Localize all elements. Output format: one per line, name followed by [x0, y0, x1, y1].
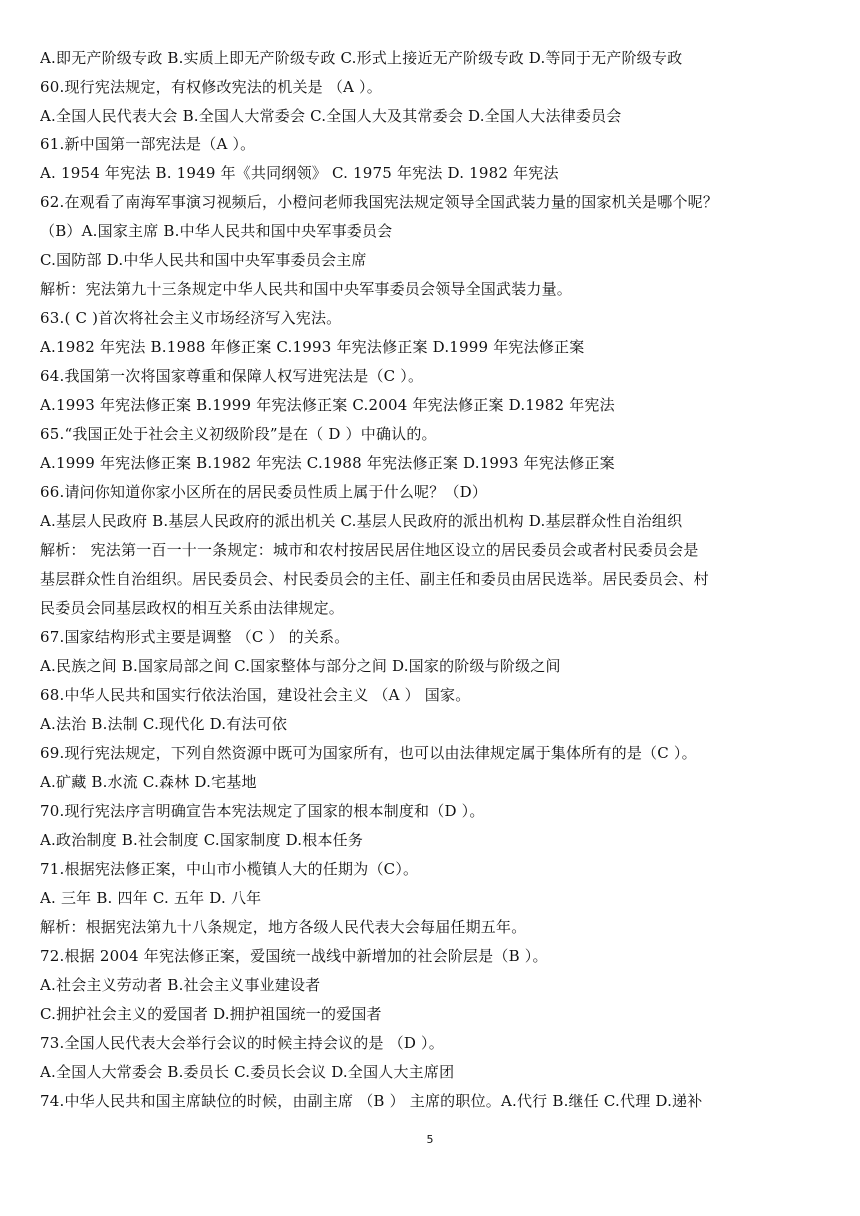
- text-line: 解析：根据宪法第九十八条规定，地方各级人民代表大会每届任期五年。: [40, 918, 527, 936]
- text-line: 61.新中国第一部宪法是（A ）。: [40, 135, 256, 153]
- text-line: A. 1954 年宪法 B. 1949 年《共同纲领》 C. 1975 年宪法 D. 1982 年宪法: [40, 164, 559, 182]
- text-line: A.即无产阶级专政 B.实质上即无产阶级专政 C.形式上接近无产阶级专政 D.等同于无产阶级专政: [40, 49, 683, 67]
- text-line: 62.在观看了南海军事演习视频后，小橙问老师我国宪法规定领导全国武装力量的国家机关是哪个呢？: [40, 193, 719, 211]
- text-line: A.全国人大常委会 B.委员长 C.委员长会议 D.全国人大主席团: [40, 1063, 455, 1081]
- text-line: A.全国人民代表大会 B.全国人大常委会 C.全国人大及其常委会 D.全国人大法律委员会: [40, 107, 622, 125]
- text-line: 71.根据宪法修正案，中山市小榄镇人大的任期为（C）。: [40, 860, 419, 878]
- text-line: 基层群众性自治组织。居民委员会、村民委员会的主任、副主任和委员由居民选举。居民委员会、村: [40, 570, 709, 588]
- text-line: C.国防部 D.中华人民共和国中央军事委员会主席: [40, 251, 367, 269]
- text-line: A.1999 年宪法修正案 B.1982 年宪法 C.1988 年宪法修正案 D.1993 年宪法修正案: [40, 454, 615, 472]
- text-line: 68.中华人民共和国实行依法治国，建设社会主义 （A ） 国家。: [40, 686, 471, 704]
- text-line: 63.( C )首次将社会主义市场经济写入宪法。: [40, 309, 342, 327]
- text-line: 64.我国第一次将国家尊重和保障人权写进宪法是（C ）。: [40, 367, 424, 385]
- text-line: A.1993 年宪法修正案 B.1999 年宪法修正案 C.2004 年宪法修正案 D.1982 年宪法: [40, 396, 615, 414]
- text-line: 72.根据 2004 年宪法修正案，爱国统一战线中新增加的社会阶层是（B ）。: [40, 947, 548, 965]
- text-line: 74.中华人民共和国主席缺位的时候，由副主席 （B ） 主席的职位。A.代行 B.继任 C.代理 D.递补: [40, 1092, 703, 1110]
- text-line: A. 三年 B. 四年 C. 五年 D. 八年: [40, 889, 262, 907]
- text-line: 73.全国人民代表大会举行会议的时候主持会议的是 （D ）。: [40, 1034, 444, 1052]
- text-line: 解析： 宪法第一百一十一条规定：城市和农村按居民居住地区设立的居民委员会或者村民委员会是: [40, 541, 699, 559]
- text-line: A.社会主义劳动者 B.社会主义事业建设者: [40, 976, 321, 994]
- text-line: 69.现行宪法规定，下列自然资源中既可为国家所有，也可以由法律规定属于集体所有的是（C ）。: [40, 744, 697, 762]
- text-line: A.1982 年宪法 B.1988 年修正案 C.1993 年宪法修正案 D.1999 年宪法修正案: [40, 338, 585, 356]
- text-line: 70.现行宪法序言明确宣告本宪法规定了国家的根本制度和（D ）。: [40, 802, 485, 820]
- text-line: A.矿藏 B.水流 C.森林 D.宅基地: [40, 773, 257, 791]
- text-line: C.拥护社会主义的爱国者 D.拥护祖国统一的爱国者: [40, 1005, 382, 1023]
- text-line: 66.请问你知道你家小区所在的居民委员性质上属于什么呢？（D）: [40, 483, 488, 501]
- text-line: 67.国家结构形式主要是调整 （C ） 的关系。: [40, 628, 350, 646]
- text-line: A.民族之间 B.国家局部之间 C.国家整体与部分之间 D.国家的阶级与阶级之间: [40, 657, 561, 675]
- text-line: A.基层人民政府 B.基层人民政府的派出机关 C.基层人民政府的派出机构 D.基层群众性自治组织: [40, 512, 683, 530]
- page-number: 5: [426, 1133, 434, 1146]
- text-line: A.法治 B.法制 C.现代化 D.有法可依: [40, 715, 288, 733]
- text-line: 60.现行宪法规定，有权修改宪法的机关是 （A ）。: [40, 78, 382, 96]
- text-line: 解析：宪法第九十三条规定中华人民共和国中央军事委员会领导全国武装力量。: [40, 280, 573, 298]
- text-line: 65.“我国正处于社会主义初级阶段”是在（ D ）中确认的。: [40, 425, 437, 443]
- text-line: A.政治制度 B.社会制度 C.国家制度 D.根本任务: [40, 831, 364, 849]
- text-line: 民委员会同基层政权的相互关系由法律规定。: [40, 599, 345, 617]
- text-line: （B）A.国家主席 B.中华人民共和国中央军事委员会: [40, 222, 393, 240]
